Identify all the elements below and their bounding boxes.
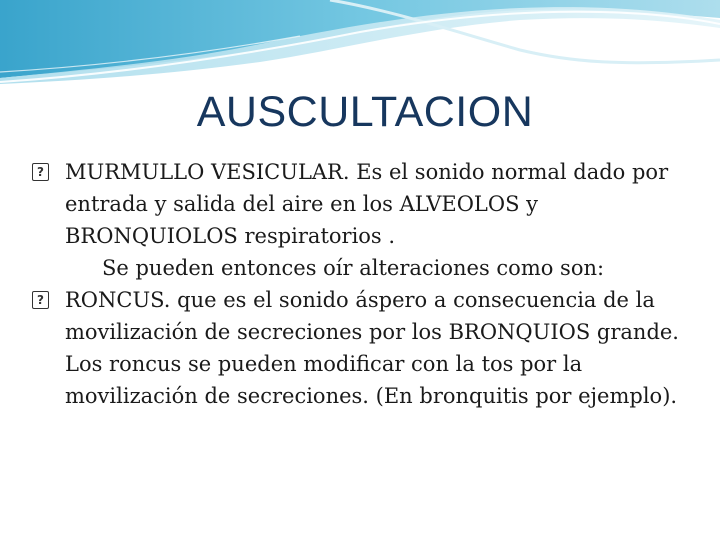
bullet-icon: ?	[32, 291, 49, 309]
bullet-text-murmullo: MURMULLO VESICULAR. Es el sonido normal dado por entrada y salida del aire en los ALVEOLOS y BRONQUIOLOS respiratorios .	[65, 160, 669, 248]
paragraph-roncus-tos: Los roncus se pueden modificar con la tos por la movilización de secreciones. (En bronquitis por ejemplo).	[65, 352, 678, 408]
slide-title: AUSCULTACION	[196, 88, 534, 136]
paragraph-alteraciones: Se pueden entonces oír alteraciones como son:	[102, 256, 605, 280]
slide-body	[32, 156, 692, 412]
bullet-text-roncus: RONCUS. que es el sonido áspero a consecuencia de la movilización de secreciones por los BRONQUIOS grande.	[65, 288, 679, 344]
bullet-item-roncus	[32, 284, 692, 348]
bullet-icon: ?	[32, 163, 49, 181]
bullet-item-murmullo	[32, 156, 692, 252]
